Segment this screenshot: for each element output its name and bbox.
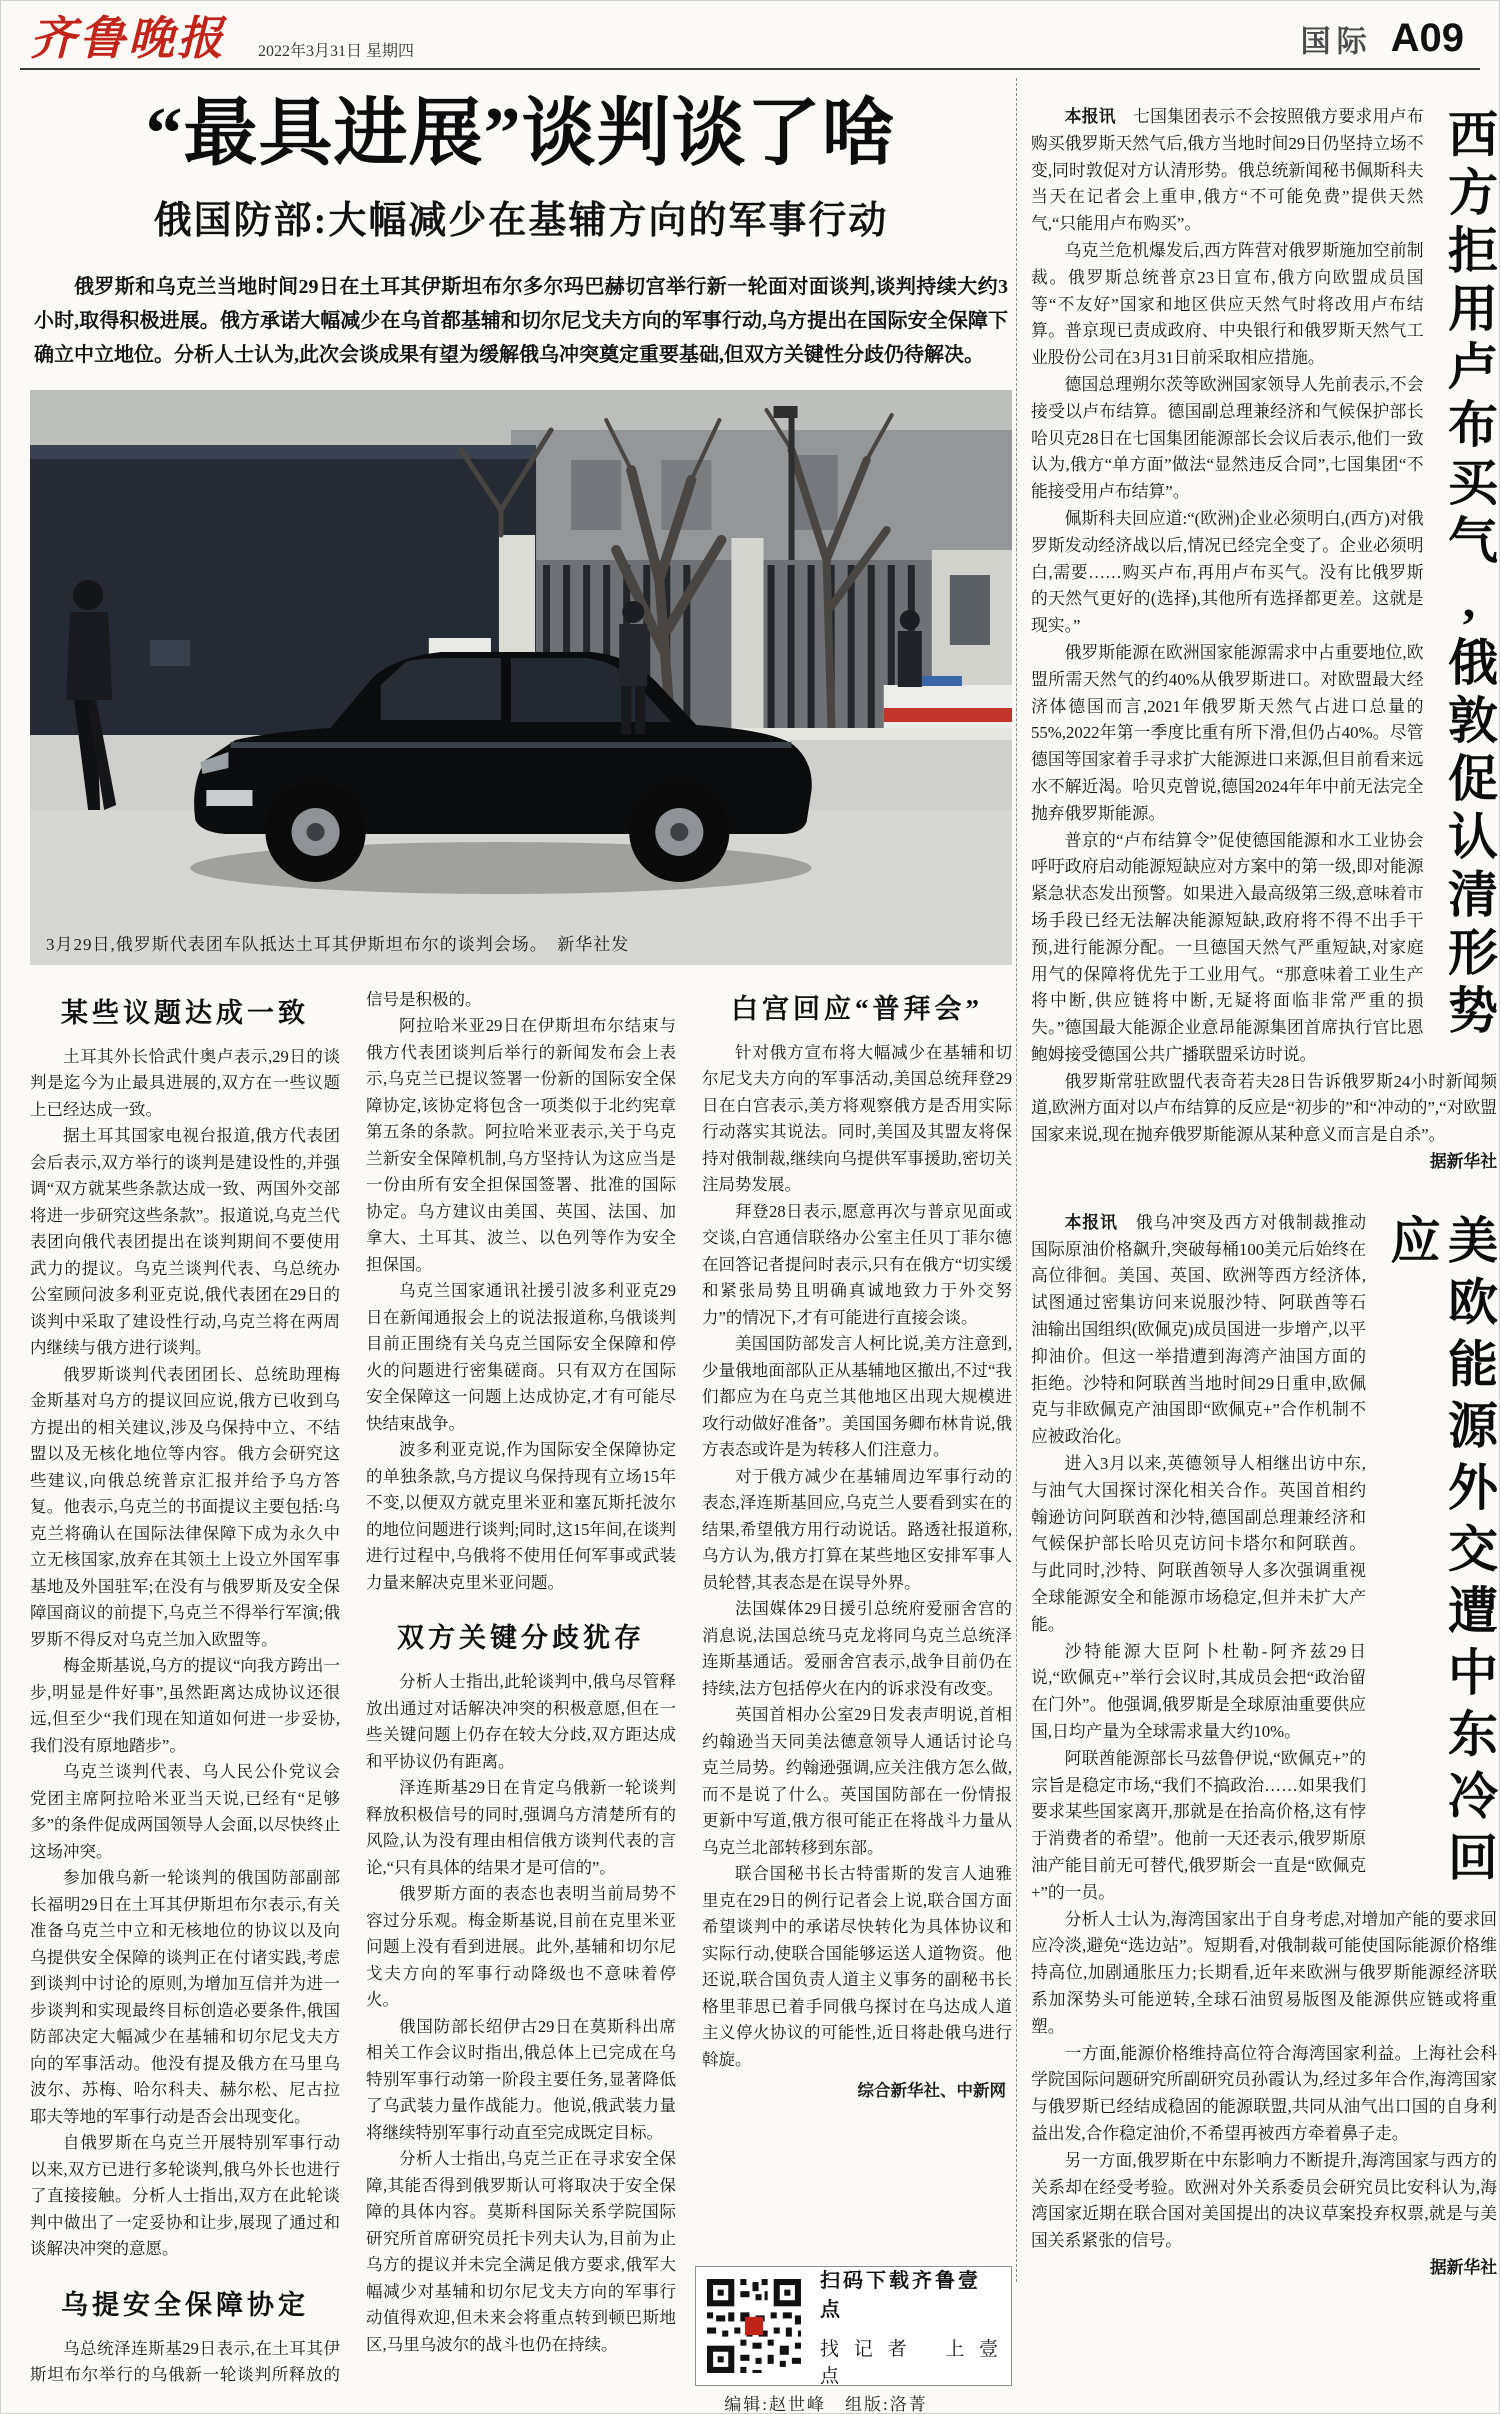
article-source: 据新华社 <box>1429 1152 1497 1172</box>
section-page <box>1301 16 1464 61</box>
paragraph: 分析人士认为,海湾国家出于自身考虑,对增加产能的要求回应冷淡,避免“选边站”。短期看,对俄制裁可能使国际能源价格维持高位,加剧通胀压力;长期看,近年来欧洲与俄罗斯能源经济联系加深势头可能逆转,全球石油贸易版图及能源供应链或将重塑。 <box>1031 1909 1497 2036</box>
photo-illustration <box>30 390 1012 965</box>
masthead <box>30 14 1470 64</box>
paragraph: 乌总统泽连斯基29日表示,在土耳其伊斯坦布尔举行的乌俄新一轮谈判所释放的信号是积极的。 <box>30 989 482 2384</box>
paragraph: 美国国防部发言人柯比说,美方注意到,少量俄地面部队正从基辅地区撤出,不过“我们都应为在乌克兰其他地区出现大规模进攻行动做好准备”。美国国务卿布林肯说,俄方表态或许是为转移人们注意力。 <box>702 1334 1012 1459</box>
paragraph: 佩斯科夫回应道:“(欧洲)企业必须明白,(西方)对俄罗斯发动经济战以后,情况已经完全变了。企业必须明白,需要……购买卢布,再用卢布买气。没有比俄罗斯的天然气更好的(选择),其他所有选择都更差。这就是现实。” <box>1031 508 1424 636</box>
article-source: 据新华社 <box>1429 2257 1497 2277</box>
editors-credit: 编辑:赵世峰 组版:洛菁 <box>724 2395 928 2414</box>
article-source: 综合新华社、中新网 <box>857 2081 1006 2100</box>
paragraph: 分析人士指出,乌克兰正在寻求安全保障,其能否得到俄罗斯认可将取决于安全保障的具体内容。莫斯科国际关系学院国际研究所首席研究员托卡列夫认为,目前为止乌方的提议并未完全满足俄方要求,俄军大幅减少对基辅和切尔尼戈夫方向的军事行动值得欢迎,但未来会将重点转到顿巴斯地区,马里乌波尔的战斗也仍在持续。 <box>366 2149 676 2354</box>
paragraph: 阿拉哈米亚29日在伊斯坦布尔结束与俄方代表团谈判后举行的新闻发布会上表示,乌克兰已提议签署一份新的国际安全保障协定,该协定将包含一项类似于北约宪章第五条的条款。阿拉哈米亚表示,关于乌克兰新安全保障机制,乌方坚持认为这应当是一份由所有安全担保国签署、批准的国际协定。乌方建议由美国、英国、法国、加拿大、土耳其、波兰、以色列等作为安全担保国。 <box>366 1016 676 1274</box>
paragraph: 波多利亚克说,作为国际安全保障协定的单独条款,乌方提议乌保持现有立场15年不变,以便双方就克里米亚和塞瓦斯托波尔的地位问题进行谈判;同时,这15年间,在谈判进行过程中,乌俄将不使用任何军事或武装力量来解决克里米亚问题。 <box>366 1440 676 1592</box>
paragraph: 乌克兰国家通讯社援引波多利亚克29日在新闻通报会上的说法报道称,乌俄谈判目前正围绕有关乌克兰国际安全保障和停火的问题进行密集磋商。只有双方在国际安全保障这一问题上达成协定,才有可能尽快结束战争。 <box>366 1281 676 1433</box>
paragraph: 自俄罗斯在乌克兰开展特别军事行动以来,双方已进行多轮谈判,俄乌外长也进行了直接接触。分析人士指出,双方在此轮谈判中做出了一定妥协和让步,展现了通过和谈解决冲突的意愿。 <box>30 2133 340 2258</box>
paragraph-text: 俄乌冲突及西方对俄制裁推动国际原油价格飙升,突破每桶100美元后始终在高位徘徊。美国、英国、欧洲等西方经济体,试图通过密集访问来说服沙特、阿联酋等石油输出国组织(欧佩克)成员国进一步增产,以平抑油价。但这一举措遭到海湾产油国方面的拒绝。沙特和阿联酋当地时间29日重申,欧佩克与非欧佩克产油国即“欧佩克+”合作机制不应被政治化。 <box>1031 1212 1366 1447</box>
paragraph: 阿联酋能源部长马兹鲁伊说,“欧佩克+”的宗旨是稳定市场,“我们不搞政治……如果我们要求某些国家离开,那就是在抬高价格,这有悖于消费者的希望”。他前一天还表示,俄罗斯原油产能目前无可替代,俄罗斯会一直是“欧佩克+”的一员。 <box>1031 1748 1366 1902</box>
paragraph: 据土耳其国家电视台报道,俄方代表团会后表示,双方举行的谈判是建设性的,并强调“双方就某些条款达成一致、两国外交部将进一步研究这些条款”。报道说,乌克兰代表团向俄代表团提出在谈判期间不要使用武力的提议。乌克兰谈判代表、乌总统办公室顾问波多利亚克说,俄代表团在29日的谈判中采取了建设性行动,乌克兰将在两周内继续与俄方进行谈判。 <box>30 1126 340 1357</box>
qr-promo-box <box>695 2266 1012 2386</box>
right-column-section <box>1016 78 1497 2282</box>
newspaper-logo: 齐鲁晚报 <box>30 13 226 64</box>
byline-tag: 本报讯 <box>1064 1212 1136 1232</box>
section-heading: 双方关键分歧犹存 <box>397 1623 645 1653</box>
paragraph: 俄罗斯常驻欧盟代表奇若夫28日告诉俄罗斯24小时新闻频道,欧洲方面对以卢布结算的反应是“初步的”和“冲动的”,“对欧盟国家来说,现在抛弃俄罗斯能源从某种意义而言是自杀”。 <box>1031 1071 1497 1145</box>
qr-code <box>704 2276 804 2376</box>
paragraph: 土耳其外长恰武什奥卢表示,29日的谈判是迄今为止最具进展的,双方在一些议题上已经达成一致。 <box>30 1046 340 1119</box>
photo-caption: 3月29日,俄罗斯代表团车队抵达土耳其伊斯坦布尔的谈判会场。 新华社发 <box>46 934 630 954</box>
paragraph: 梅金斯基说,乌方的提议“向我方跨出一步,明显是件好事”,虽然距离达成协议还很远,但至少“我们现在知道如何进一步妥协,我们没有原地踏步”。 <box>30 1656 340 1755</box>
paragraph: 俄国防部长绍伊古29日在莫斯科出席相关工作会议时指出,俄总体上已完成在乌特别军事行动第一阶段主要任务,显著降低了乌武装力量作战能力。他说,俄武装力量将继续特别军事行动直至完成既定目标。 <box>366 2016 676 2142</box>
paragraph: 泽连斯基29日在肯定乌俄新一轮谈判释放积极信号的同时,强调乌方清楚所有的风险,认为没有理由相信俄方谈判代表的言论,“只有具体的结果才是可信的”。 <box>366 1778 676 1877</box>
section-name: 国际 <box>1300 25 1373 59</box>
vertical-headline-energy: 美欧能源外交遭中东冷回应 <box>1383 1213 1497 1889</box>
paragraph: 拜登28日表示,愿意再次与普京见面或交谈,白宫通信联络办公室主任贝丁菲尔德在回答记者提问时表示,只有在俄方“切实缓和紧张局势且明确真诚地致力于外交努力”的情况下,才有可能进行直接会谈。 <box>702 1201 1012 1327</box>
page-number: A09 <box>1390 16 1464 60</box>
paragraph: 俄罗斯方面的表态也表明当前局势不容过分乐观。梅金斯基说,目前在克里米亚问题上没有看到进展。此外,基辅和切尔尼戈夫方向的军事行动降级也不意味着停火。 <box>366 1884 676 2009</box>
paragraph: 一方面,能源价格维持高位符合海湾国家利益。上海社会科学院国际问题研究所副研究员孙霞认为,经过多年合作,海湾国家与俄罗斯已经结成稳固的能源联盟,共同从油气出口国的自身利益出发,合作稳定油价,不希望再被西方牵着鼻子走。 <box>1031 2043 1497 2143</box>
lead-paragraph: 俄罗斯和乌克兰当地时间29日在土耳其伊斯坦布尔多尔玛巴赫切宫举行新一轮面对面谈判,谈判持续大约3小时,取得积极进展。俄方承诺大幅减少在乌首都基辅和切尔尼戈夫方向的军事行动,乌方提出在国际安全保障下确立中立地位。分析人士认为,此次会谈成果有望为缓解俄乌冲突奠定重要基础,但双方关键性分歧仍待解决。 <box>34 275 1008 366</box>
energy-article <box>1031 1210 1497 2282</box>
qr-slogan-2: 找 记 者 上 壹 点 <box>820 2339 1004 2387</box>
paragraph: 乌克兰谈判代表、乌人民公仆党议会党团主席阿拉哈米亚当天说,已经有“足够多”的条件促成两国领导人会面,以尽快终止这场冲突。 <box>30 1762 340 1861</box>
paragraph <box>1031 104 1497 238</box>
paragraph: 法国媒体29日援引总统府爱丽舍宫的消息说,法国总统马克龙将同乌克兰总统泽连斯基通话。爱丽舍宫表示,战争目前仍在持续,法方包括停火在内的诉求没有改变。 <box>702 1599 1012 1698</box>
paragraph: 俄罗斯能源在欧洲国家能源需求中占重要地位,欧盟所需天然气的约40%从俄罗斯进口。对欧盟最大经济体德国而言,2021年俄罗斯天然气占进口总量的55%,2022年第一季度比重有所下滑,但仍占40%。尽管德国等国家着手寻求扩大能源进口来源,但目前看来远水不解近渴。哈贝克曾说,德国2024年年中前无法完全抛弃俄罗斯能源。 <box>1031 642 1424 823</box>
paragraph: 另一方面,俄罗斯在中东影响力不断提升,海湾国家与西方的关系却在经受考验。欧洲对外关系委员会研究员比安科认为,海湾国家近期在联合国对美国提出的决议草案投弃权票,就是与美国关系紧张的信号。 <box>1031 2150 1497 2251</box>
paragraph: 分析人士指出,此轮谈判中,俄乌尽管释放出通过对话解决冲突的积极意愿,但在一些关键问题上仍存在较大分歧,双方距达成和平协议仍有距离。 <box>366 1672 676 1771</box>
qr-text <box>820 2264 1003 2388</box>
vertical-headline-ruble: 西方拒用卢布买气,俄敦促认清形势 <box>1441 108 1497 1042</box>
paragraph: 德国总理朔尔茨等欧洲国家领导人先前表示,不会接受以卢布结算。德国副总理兼经济和气候保护部长哈贝克28日在七国集团能源部长会议后表示,他们一致认为,俄方“单方面”做法“显然违反合同”,七国集团“不能接受用卢布结算”。 <box>1031 374 1424 502</box>
main-subhead: 俄国防部:大幅减少在基辅方向的军事行动 <box>153 199 889 242</box>
section-heading: 某些议题达成一致 <box>61 997 309 1028</box>
byline-tag: 本报讯 <box>1064 107 1134 126</box>
paragraph: 乌克兰危机爆发后,西方阵营对俄罗斯施加空前制裁。俄罗斯总统普京23日宣布,俄方向欧盟成员国等“不友好”国家和地区供应天然气时将改用卢布结算。普京现已责成政府、中央银行和俄罗斯天然气工业股份公司在3月31日前采取相应措施。 <box>1031 240 1424 368</box>
paragraph: 联合国秘书长古特雷斯的发言人迪雅里克在29日的例行记者会上说,联合国方面希望谈判中的承诺尽快转化为具体协议和实际行动,使联合国能够运送人道物资。他还说,联合国负责人道主义事务的副秘书长格里菲思已着手同俄乌探讨在乌达成人道主义停火协议的可能性,近日将赴俄乌进行斡旋。 <box>702 1864 1012 2069</box>
paragraph: 俄罗斯谈判代表团团长、总统助理梅金斯基对乌方的提议回应说,俄方已收到乌方提出的相关建议,涉及乌保持中立、不结盟以及无核化地位等内容。俄方会研究这些建议,向俄总统普京汇报并给予乌方答复。他表示,乌克兰的书面提议主要包括:乌克兰将确认在国际法律保障下成为永久中立无核国家,放弃在其领土上设立外国军事基地及外国驻军;在没有与俄罗斯及安全保障国商议的前提下,乌克兰不得举行军演;俄罗斯不得反对乌克兰加入欧盟等。 <box>30 1364 340 1649</box>
paragraph: 进入3月以来,英德领导人相继出访中东,与油气大国探讨深化相关合作。英国首相约翰逊访问阿联酋和沙特,德国副总理兼经济和气候保护部长哈贝克访问卡塔尔和阿联酋。与此同时,沙特、阿联酋领导人多次强调重视全球能源安全和能源市场稳定,但并未扩大产能。 <box>1031 1454 1366 1634</box>
paragraph-text: 七国集团表示不会按照俄方要求用卢布购买俄罗斯天然气后,俄方当地时间29日仍坚持立场不变,同时敦促对方认清形势。俄总统新闻秘书佩斯科夫当天在记者会上重申,俄方“不可能免费”提供天然气,“只能用卢布购买”。 <box>1031 107 1424 234</box>
issue-date: 2022年3月31日 星期四 <box>258 43 415 60</box>
paragraph: 参加俄乌新一轮谈判的俄国防部副部长福明29日在土耳其伊斯坦布尔表示,有关准备乌克兰中立和无核地位的协议以及向乌提供安全保障的谈判正在付诸实践,考虑到谈判中讨论的原则,为增加互信并为进一步谈判和实现最终目标创造必要条件,俄国防部决定大幅减少在基辅和切尔尼戈夫方向的军事活动。他没有提及俄方在马里乌波尔、苏梅、哈尔科夫、赫尔松、尼古拉耶夫等地的军事行动是否会出现变化。 <box>30 1868 340 2126</box>
article-columns <box>30 987 1012 2393</box>
section-heading: 乌提安全保障协定 <box>61 2289 309 2320</box>
paragraph: 针对俄方宣布将大幅减少在基辅和切尔尼戈夫方向的军事活动,美国总统拜登29日在白宫表示,美方将观察俄方是否用实际行动落实其说法。同时,美国及其盟友将保持对俄制裁,继续向乌提供军事援助,密切关注局势发展。 <box>702 1042 1012 1194</box>
ruble-article <box>1031 104 1497 1176</box>
main-headline: “最具进展”谈判谈了啥 <box>145 93 897 175</box>
paragraph: 沙特能源大臣阿卜杜勒-阿齐兹29日说,“欧佩克+”举行会议时,其成员会把“政治留在门外”。他强调,俄罗斯是全球原油重要供应国,日均产量为全球需求量大约10%。 <box>1031 1641 1366 1742</box>
paragraph: 普京的“卢布结算令”促使德国能源和水工业协会呼吁政府启动能源短缺应对方案中的第一级,即对能源紧急状态发出预警。如果进入最高级第三级,意味着市场手段已经无法解决能源短缺,政府将不得不出手干预,进行能源分配。一旦德国天然气严重短缺,对家庭用气的保障将优先于工业用气。“那意味着工业生产将中断,供应链将中断,无疑将面临非常严重的损失。”德国最大能源企业意昂能源集团首席执行官比恩鲍姆接受德国公共广播联盟采访时说。 <box>1031 830 1424 1064</box>
section-heading: 白宫回应“普拜会” <box>731 993 983 1024</box>
paragraph: 对于俄方减少在基辅周边军事行动的表态,泽连斯基回应,乌克兰人要看到实在的结果,希望俄方用行动说话。路透社报道称,乌方认为,俄方打算在某些地区安排军事人员轮替,其表态是在误导外界。 <box>702 1466 1012 1592</box>
qr-slogan-1: 扫码下载齐鲁壹点 <box>820 2270 981 2321</box>
paragraph: 英国首相办公室29日发表声明说,首相约翰逊当天同美法德意领导人通话讨论乌克兰局势。约翰逊强调,应关注俄方怎么做,而不是说了什么。英国国防部在一份情报更新中写道,俄方很可能正在将战斗力量从乌克兰北部转移到东部。 <box>702 1705 1012 1857</box>
main-article <box>30 74 1012 2393</box>
masthead-rule <box>20 68 1480 70</box>
news-photo <box>30 390 1012 965</box>
